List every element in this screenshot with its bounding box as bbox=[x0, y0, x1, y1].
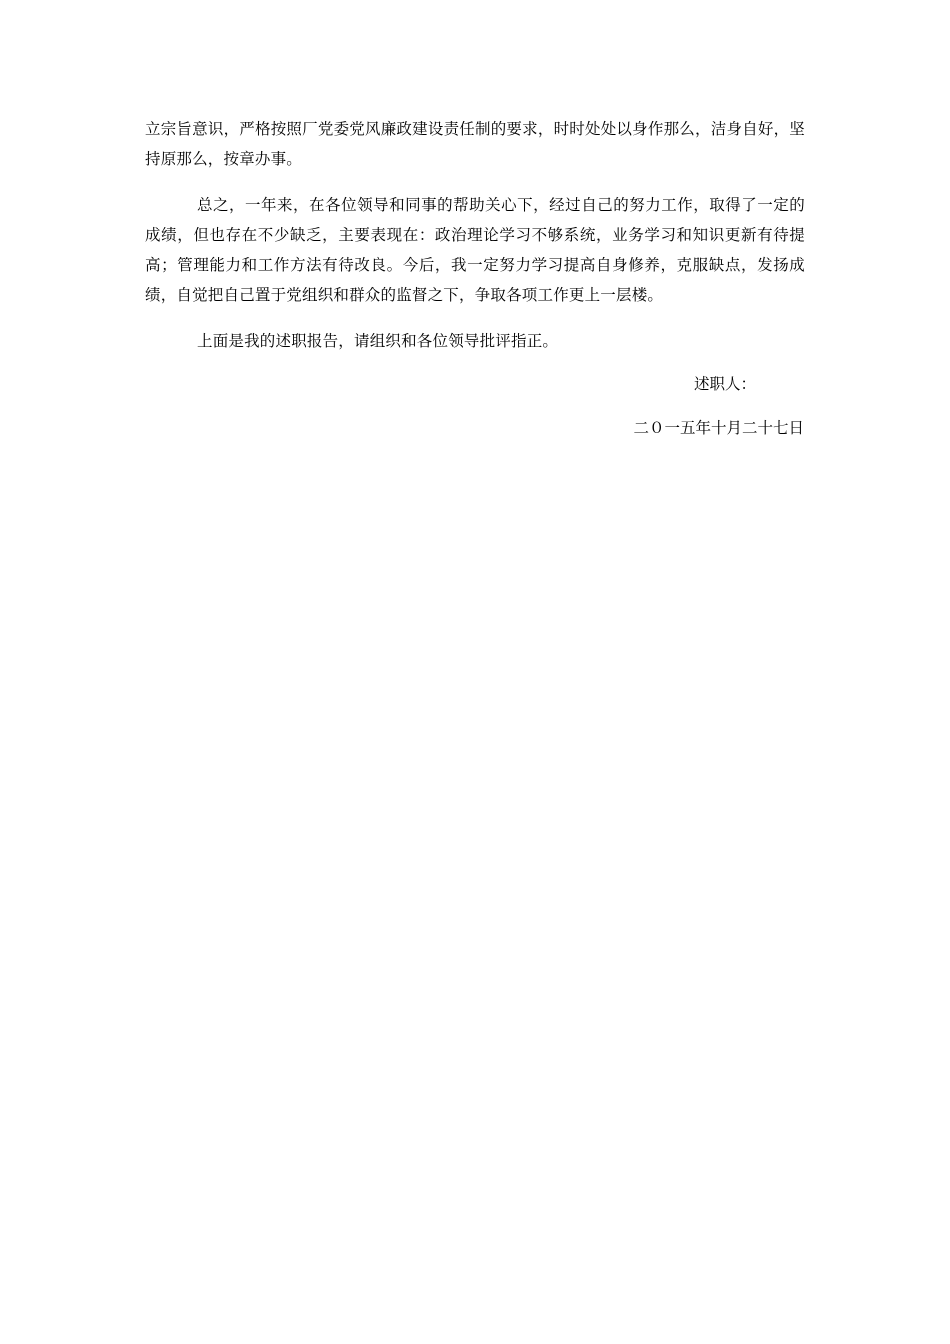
document-body bbox=[145, 114, 805, 372]
paragraph-summary: 总之，一年来，在各位领导和同事的帮助关心下，经过自己的努力工作，取得了一定的成绩，但也存在不少缺乏，主要表现在：政治理论学习不够系统，业务学习和知识更新有待提高；管理能力和工作方法有待改良。今后，我一定努力学习提高自身修养，克服缺点，发扬成绩，自觉把自己置于党组织和群众的监督之下，争取各项工作更上一层楼。 bbox=[145, 196, 805, 304]
paragraph-closing: 上面是我的述职报告，请组织和各位领导批评指正。 bbox=[197, 332, 559, 350]
signer-label: 述职人： bbox=[694, 375, 757, 393]
paragraph-continuation: 立宗旨意识，严格按照厂党委党风廉政建设责任制的要求，时时处处以身作那么，洁身自好，坚持原那么，按章办事。 bbox=[145, 120, 805, 168]
document-date: 二０一五年十月二十七日 bbox=[633, 419, 804, 437]
